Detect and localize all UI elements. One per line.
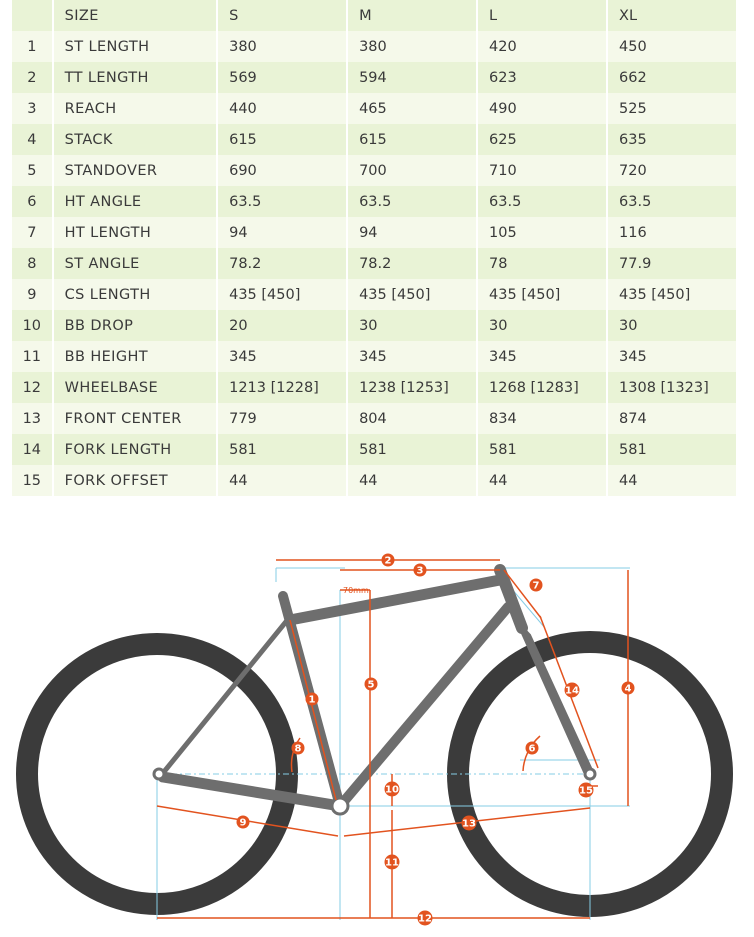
value-size-l: 345 [478,341,606,372]
value-size-m: 804 [348,403,476,434]
value-size-xl: 581 [608,434,736,465]
value-size-s: 1213 [1228] [218,372,346,403]
measurement-name: FORK LENGTH [54,434,217,465]
value-size-xl: 116 [608,217,736,248]
measurement-name: STANDOVER [54,155,217,186]
value-size-xl: 44 [608,465,736,496]
value-size-s: 690 [218,155,346,186]
header-size-xl: XL [608,0,736,31]
value-size-xl: 1308 [1323] [608,372,736,403]
svg-text:8: 8 [294,743,302,755]
value-size-l: 834 [478,403,606,434]
top-tube [290,580,500,620]
table-row [12,434,736,465]
row-number: 4 [12,124,52,155]
callout-3 [414,564,427,577]
callout-1 [306,693,319,706]
svg-text:4: 4 [624,683,632,695]
callout-11 [385,855,400,870]
value-size-xl: 63.5 [608,186,736,217]
svg-text:3: 3 [416,565,424,577]
value-size-m: 94 [348,217,476,248]
callout-2 [382,554,395,567]
value-size-xl: 525 [608,93,736,124]
value-size-l: 581 [478,434,606,465]
value-size-s: 435 [450] [218,279,346,310]
row-number: 6 [12,186,52,217]
header-size: SIZE [54,0,217,31]
value-size-xl: 450 [608,31,736,62]
chainstay [163,777,340,806]
measurement-name: TT LENGTH [54,62,217,93]
value-size-m: 700 [348,155,476,186]
value-size-m: 63.5 [348,186,476,217]
table-row [12,93,736,124]
row-number: 3 [12,93,52,124]
table-row [12,62,736,93]
measurement-name: ST LENGTH [54,31,217,62]
row-number: 5 [12,155,52,186]
value-size-s: 779 [218,403,346,434]
svg-text:12: 12 [418,913,432,925]
svg-text:5: 5 [367,679,375,691]
measurement-name: HT ANGLE [54,186,217,217]
header-size-s: S [218,0,346,31]
value-size-m: 594 [348,62,476,93]
value-size-s: 78.2 [218,248,346,279]
svg-text:1: 1 [308,694,316,706]
standover-offset-note: 70mm [343,586,369,595]
value-size-s: 440 [218,93,346,124]
table-row [12,248,736,279]
table-row [12,155,736,186]
value-size-s: 63.5 [218,186,346,217]
value-size-l: 420 [478,31,606,62]
svg-text:14: 14 [565,685,579,697]
value-size-m: 78.2 [348,248,476,279]
value-size-m: 465 [348,93,476,124]
table-header-row [12,0,736,31]
svg-text:10: 10 [385,784,399,796]
value-size-l: 710 [478,155,606,186]
header-size-l: L [478,0,606,31]
value-size-l: 623 [478,62,606,93]
value-size-xl: 720 [608,155,736,186]
measurement-name: BB DROP [54,310,217,341]
row-number: 12 [12,372,52,403]
svg-text:2: 2 [384,555,392,567]
value-size-m: 380 [348,31,476,62]
value-size-m: 615 [348,124,476,155]
geometry-table [10,0,738,496]
row-number: 7 [12,217,52,248]
callout-15 [579,783,594,798]
measurement-name: BB HEIGHT [54,341,217,372]
svg-text:9: 9 [239,817,247,829]
svg-text:13: 13 [462,818,476,830]
value-size-xl: 635 [608,124,736,155]
value-size-l: 1268 [1283] [478,372,606,403]
row-number: 1 [12,31,52,62]
header-blank-cell [12,0,52,31]
value-size-l: 30 [478,310,606,341]
table-row [12,279,736,310]
table-row [12,372,736,403]
measurement-name: CS LENGTH [54,279,217,310]
callout-9 [237,816,250,829]
svg-text:6: 6 [528,743,536,755]
measurement-name: FORK OFFSET [54,465,217,496]
measurement-name: FRONT CENTER [54,403,217,434]
value-size-s: 20 [218,310,346,341]
value-size-s: 44 [218,465,346,496]
row-number: 11 [12,341,52,372]
callout-14 [565,683,580,698]
value-size-m: 581 [348,434,476,465]
bike-frame [154,570,595,814]
value-size-l: 435 [450] [478,279,606,310]
value-size-l: 490 [478,93,606,124]
measurement-name: REACH [54,93,217,124]
callout-7 [530,579,543,592]
callout-12 [418,911,433,926]
callout-6 [526,742,539,755]
row-number: 14 [12,434,52,465]
table-row [12,310,736,341]
value-size-xl: 662 [608,62,736,93]
value-size-m: 435 [450] [348,279,476,310]
value-size-xl: 874 [608,403,736,434]
value-size-l: 105 [478,217,606,248]
value-size-m: 44 [348,465,476,496]
value-size-s: 94 [218,217,346,248]
value-size-l: 78 [478,248,606,279]
row-number: 10 [12,310,52,341]
bike-geometry-diagram [0,530,754,937]
value-size-m: 30 [348,310,476,341]
bottom-bracket [332,798,348,814]
table-row [12,186,736,217]
table-row [12,465,736,496]
value-size-l: 625 [478,124,606,155]
value-size-m: 1238 [1253] [348,372,476,403]
measurement-name: HT LENGTH [54,217,217,248]
callout-10 [385,782,400,797]
value-size-xl: 77.9 [608,248,736,279]
table-row [12,124,736,155]
row-number: 9 [12,279,52,310]
row-number: 8 [12,248,52,279]
value-size-xl: 30 [608,310,736,341]
svg-text:15: 15 [579,785,593,797]
table-row [12,403,736,434]
callout-5 [365,678,378,691]
svg-text:7: 7 [532,580,540,592]
value-size-l: 63.5 [478,186,606,217]
value-size-s: 345 [218,341,346,372]
callout-8 [292,742,305,755]
callout-4 [622,682,635,695]
measurement-name: WHEELBASE [54,372,217,403]
value-size-s: 615 [218,124,346,155]
row-number: 13 [12,403,52,434]
value-size-xl: 435 [450] [608,279,736,310]
measurement-name: STACK [54,124,217,155]
table-row [12,31,736,62]
table-row [12,341,736,372]
row-number: 15 [12,465,52,496]
value-size-xl: 345 [608,341,736,372]
value-size-l: 44 [478,465,606,496]
callout-13 [462,816,477,831]
rear-dropout [154,769,164,779]
value-size-s: 569 [218,62,346,93]
value-size-m: 345 [348,341,476,372]
row-number: 2 [12,62,52,93]
table-row [12,217,736,248]
measurement-name: ST ANGLE [54,248,217,279]
svg-text:11: 11 [385,857,399,869]
value-size-s: 581 [218,434,346,465]
front-dropout [585,769,595,779]
header-size-m: M [348,0,476,31]
value-size-s: 380 [218,31,346,62]
